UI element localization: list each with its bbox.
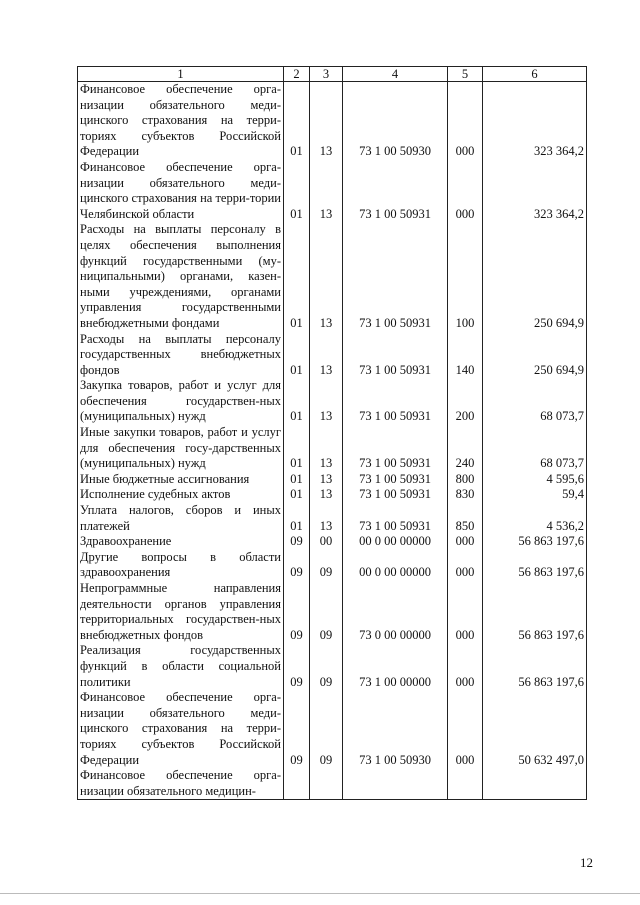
row-section: 01 — [284, 472, 310, 488]
row-expense-type: 800 — [448, 472, 483, 488]
table-row — [78, 332, 587, 379]
row-section: 09 — [284, 581, 310, 643]
row-amount: 56 863 197,6 — [483, 534, 587, 550]
row-expense-type: 000 — [448, 690, 483, 768]
row-subsection: 13 — [310, 425, 343, 472]
row-subsection: 13 — [310, 332, 343, 379]
row-name: Непрограммные направления деятельности органов управления территориальных государствен-ных внебюджетных фондов — [78, 581, 284, 643]
row-target-article: 73 1 00 50931 — [343, 487, 448, 503]
col-header-6: 6 — [483, 67, 587, 82]
row-expense-type: 000 — [448, 160, 483, 222]
row-section: 01 — [284, 487, 310, 503]
row-amount: 50 632 497,0 — [483, 690, 587, 768]
row-target-article: 73 1 00 50931 — [343, 472, 448, 488]
row-name: Другие вопросы в области здравоохранения — [78, 550, 284, 581]
row-name: Финансовое обеспечение орга-низации обязательного меди-цинского страхования на терри-ториях субъектов Российской Федерации — [78, 690, 284, 768]
row-expense-type: 140 — [448, 332, 483, 379]
row-expense-type: 850 — [448, 503, 483, 534]
row-subsection: 00 — [310, 534, 343, 550]
row-amount: 56 863 197,6 — [483, 643, 587, 690]
row-subsection: 09 — [310, 550, 343, 581]
row-subsection: 13 — [310, 487, 343, 503]
row-target-article: 73 1 00 50931 — [343, 425, 448, 472]
row-target-article: 73 1 00 50931 — [343, 222, 448, 331]
row-expense-type — [448, 768, 483, 800]
row-name: Финансовое обеспечение орга-низации обязательного медицин- — [78, 768, 284, 800]
row-expense-type: 100 — [448, 222, 483, 331]
table-row — [78, 222, 587, 331]
row-expense-type: 830 — [448, 487, 483, 503]
row-amount: 56 863 197,6 — [483, 581, 587, 643]
row-amount: 250 694,9 — [483, 222, 587, 331]
header-row — [78, 67, 587, 82]
table-row — [78, 643, 587, 690]
row-expense-type: 000 — [448, 534, 483, 550]
row-name: Уплата налогов, сборов и иных платежей — [78, 503, 284, 534]
row-expense-type: 000 — [448, 82, 483, 160]
row-target-article: 00 0 00 00000 — [343, 534, 448, 550]
row-subsection: 09 — [310, 643, 343, 690]
row-name: Иные закупки товаров, работ и услуг для обеспечения госу-дарственных (муниципальных) нужд — [78, 425, 284, 472]
table-row — [78, 534, 587, 550]
row-target-article: 73 1 00 50931 — [343, 332, 448, 379]
row-name: Финансовое обеспечение орга-низации обязательного меди-цинского страхования на терри-тории Челябинской области — [78, 160, 284, 222]
row-amount — [483, 768, 587, 800]
row-subsection: 13 — [310, 222, 343, 331]
table-row — [78, 378, 587, 425]
budget-table — [77, 66, 587, 800]
row-target-article: 73 1 00 50931 — [343, 160, 448, 222]
row-section: 09 — [284, 550, 310, 581]
row-amount: 323 364,2 — [483, 82, 587, 160]
row-target-article: 73 1 00 00000 — [343, 643, 448, 690]
row-target-article: 73 0 00 00000 — [343, 581, 448, 643]
row-expense-type: 200 — [448, 378, 483, 425]
col-header-4: 4 — [343, 67, 448, 82]
table-row — [78, 690, 587, 768]
row-section: 01 — [284, 378, 310, 425]
row-section: 01 — [284, 222, 310, 331]
row-target-article: 73 1 00 50930 — [343, 690, 448, 768]
col-header-1: 1 — [78, 67, 284, 82]
row-expense-type: 000 — [448, 643, 483, 690]
row-amount: 250 694,9 — [483, 332, 587, 379]
row-expense-type: 000 — [448, 550, 483, 581]
row-target-article: 73 1 00 50930 — [343, 82, 448, 160]
row-section: 01 — [284, 503, 310, 534]
row-expense-type: 000 — [448, 581, 483, 643]
table-row — [78, 82, 587, 160]
row-subsection: 09 — [310, 690, 343, 768]
row-subsection: 13 — [310, 160, 343, 222]
table-row — [78, 472, 587, 488]
row-amount: 68 073,7 — [483, 425, 587, 472]
row-name: Реализация государственных функций в области социальной политики — [78, 643, 284, 690]
row-section: 01 — [284, 82, 310, 160]
row-target-article: 00 0 00 00000 — [343, 550, 448, 581]
row-name: Здравоохранение — [78, 534, 284, 550]
table-row — [78, 581, 587, 643]
page-number: 12 — [580, 855, 593, 870]
row-name: Исполнение судебных актов — [78, 487, 284, 503]
row-subsection: 13 — [310, 472, 343, 488]
row-subsection: 09 — [310, 581, 343, 643]
row-name: Расходы на выплаты персоналу в целях обеспечения выполнения функций государственными (му-ниципальными) органами, казен-ными учреждениями, органами управления государственными внебюджетными фондами — [78, 222, 284, 331]
col-header-3: 3 — [310, 67, 343, 82]
row-expense-type: 240 — [448, 425, 483, 472]
row-name: Финансовое обеспечение орга-низации обязательного меди-цинского страхования на терри-ториях субъектов Российской Федерации — [78, 82, 284, 160]
row-amount: 4 595,6 — [483, 472, 587, 488]
row-subsection: 13 — [310, 82, 343, 160]
col-header-5: 5 — [448, 67, 483, 82]
table-row — [78, 160, 587, 222]
row-name: Расходы на выплаты персоналу государственных внебюджетных фондов — [78, 332, 284, 379]
row-amount: 59,4 — [483, 487, 587, 503]
row-section: 09 — [284, 690, 310, 768]
table-row — [78, 487, 587, 503]
row-target-article: 73 1 00 50931 — [343, 378, 448, 425]
table-row — [78, 550, 587, 581]
page-edge-line — [0, 893, 640, 894]
row-amount: 68 073,7 — [483, 378, 587, 425]
table-row — [78, 503, 587, 534]
row-section: 01 — [284, 332, 310, 379]
row-section: 09 — [284, 534, 310, 550]
row-name: Закупка товаров, работ и услуг для обеспечения государствен-ных (муниципальных) нужд — [78, 378, 284, 425]
table-row — [78, 768, 587, 800]
col-header-2: 2 — [284, 67, 310, 82]
row-amount: 4 536,2 — [483, 503, 587, 534]
row-target-article: 73 1 00 50931 — [343, 503, 448, 534]
row-section: 09 — [284, 643, 310, 690]
row-subsection: 13 — [310, 503, 343, 534]
row-name: Иные бюджетные ассигнования — [78, 472, 284, 488]
row-amount: 323 364,2 — [483, 160, 587, 222]
row-amount: 56 863 197,6 — [483, 550, 587, 581]
row-subsection: 13 — [310, 378, 343, 425]
row-section: 01 — [284, 160, 310, 222]
row-section: 01 — [284, 425, 310, 472]
table-row — [78, 425, 587, 472]
row-subsection — [310, 768, 343, 800]
row-target-article — [343, 768, 448, 800]
row-section — [284, 768, 310, 800]
